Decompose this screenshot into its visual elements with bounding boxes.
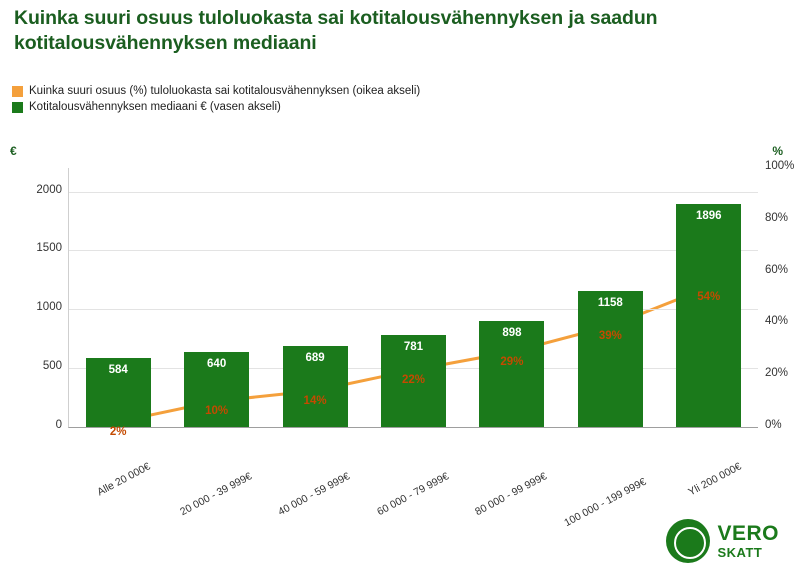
y-axis-tick-left: 1000 <box>36 301 62 314</box>
bar <box>283 346 348 427</box>
left-axis-unit: € <box>10 144 17 158</box>
gridline <box>69 250 758 251</box>
gridline <box>69 309 758 310</box>
logo-icon <box>666 519 710 563</box>
legend-label-median: Kotitalousvähennyksen mediaani € (vasen akseli) <box>29 101 281 113</box>
bar <box>676 204 741 427</box>
x-axis-tick: 40 000 - 59 999€ <box>276 470 352 519</box>
logo-line2: SKATT <box>717 545 763 560</box>
y-axis-tick-left: 1500 <box>36 242 62 255</box>
line-value-label: 22% <box>401 374 426 387</box>
line-value-label: 10% <box>205 405 229 418</box>
y-axis-tick-left: 0 <box>55 419 62 431</box>
line-value-label: 39% <box>598 329 622 342</box>
y-axis-tick-right: 0% <box>765 419 782 431</box>
x-axis-tick: 100 000 - 199 999€ <box>562 475 649 530</box>
y-axis-tick-left: 500 <box>42 360 62 373</box>
gridline <box>69 192 758 193</box>
logo-wordmark <box>717 523 779 559</box>
vero-skatt-logo <box>666 519 779 563</box>
bar <box>578 291 643 427</box>
bar-value-label: 640 <box>207 357 227 370</box>
y-axis-tick-right: 80% <box>765 211 789 224</box>
line-value-label: 2% <box>109 425 127 438</box>
line-value-label: 54% <box>697 291 721 304</box>
bar-value-label: 1158 <box>597 296 623 309</box>
bar-value-label: 689 <box>305 351 325 364</box>
legend-label-share: Kuinka suuri osuus (%) tuloluokasta sai kotitalousvähennyksen (oikea akseli) <box>29 85 421 97</box>
x-axis-tick: 80 000 - 99 999€ <box>473 470 549 519</box>
x-axis-tick: 60 000 - 79 999€ <box>374 470 451 519</box>
bar-value-label: 1896 <box>695 209 722 222</box>
plot-area <box>36 160 795 530</box>
right-axis-unit: % <box>772 144 783 158</box>
page-title: Kuinka suuri osuus tuloluokasta sai kotitalousvähennyksen ja saadun kotitalousvähennyksen mediaani <box>14 7 658 54</box>
line-value-label: 14% <box>303 394 327 407</box>
logo-line1: VERO <box>717 522 779 545</box>
x-axis-tick: Alle 20 000€ <box>95 460 153 499</box>
x-axis-tick: 20 000 - 39 999€ <box>177 470 254 519</box>
bar-value-label: 898 <box>502 327 522 340</box>
x-axis-tick: Yli 200 000€ <box>686 460 744 499</box>
bar <box>479 321 544 427</box>
y-axis-tick-right: 40% <box>765 315 789 328</box>
y-axis-tick-right: 100% <box>765 160 795 172</box>
bar-value-label: 584 <box>108 364 128 377</box>
bar <box>86 358 151 427</box>
bar-value-label: 781 <box>403 341 424 354</box>
y-axis-tick-right: 20% <box>765 367 789 380</box>
line-value-label: 29% <box>500 355 524 368</box>
y-axis-tick-left: 2000 <box>36 183 62 196</box>
y-axis-tick-right: 60% <box>765 263 789 276</box>
